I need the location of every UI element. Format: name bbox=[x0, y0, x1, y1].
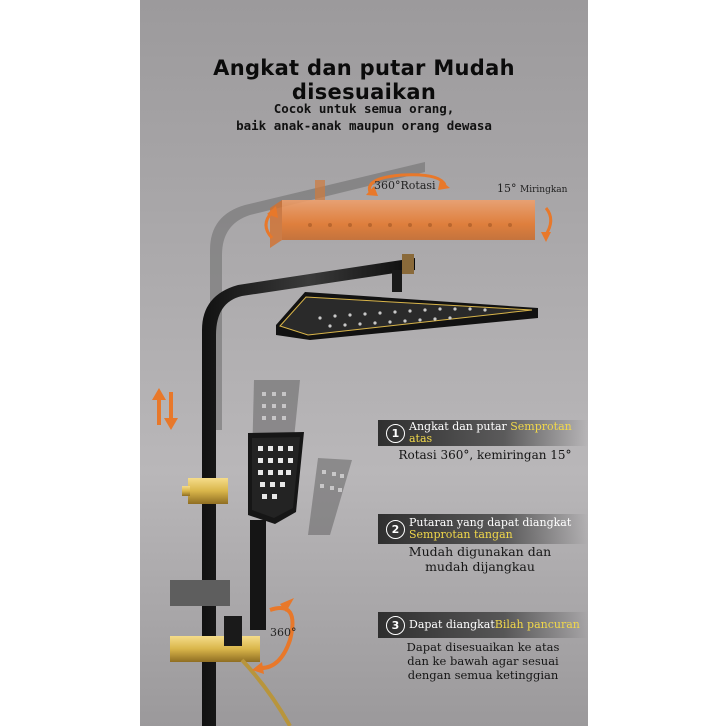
rotation-bottom-label: 360° bbox=[270, 626, 297, 639]
feature-2-desc-line-1: Mudah digunakan dan bbox=[408, 544, 552, 559]
hand-shower bbox=[248, 432, 304, 630]
feature-2-highlight: Semprotan tangan bbox=[409, 528, 513, 541]
feature-2-desc-line-2: mudah dijangkau bbox=[425, 559, 535, 574]
feature-2-banner bbox=[378, 514, 588, 544]
feature-1-title bbox=[409, 421, 588, 445]
product-image-panel bbox=[140, 0, 588, 726]
page-title: Angkat dan putar Mudah disesuaikan bbox=[213, 56, 515, 104]
feature-3-banner bbox=[378, 612, 588, 638]
feature-2-description bbox=[390, 544, 570, 574]
gold-holder bbox=[182, 478, 228, 504]
feature-3-title bbox=[409, 619, 580, 631]
subtitle-line-1: Cocok untuk semua orang, bbox=[273, 101, 455, 116]
shower-head bbox=[276, 292, 538, 340]
tilt-degree-label bbox=[497, 182, 567, 195]
up-down-arrow-icon bbox=[152, 388, 178, 430]
subtitle-line-2: baik anak-anak maupun orang dewasa bbox=[236, 118, 492, 133]
subtitle bbox=[140, 100, 588, 134]
feature-3-desc-line-2: dan ke bawah agar sesuai bbox=[407, 654, 559, 668]
feature-3-desc-line-1: Dapat disesuaikan ke atas bbox=[406, 640, 560, 654]
feature-1-highlight: Semprotan atas bbox=[409, 420, 572, 445]
feature-1-banner bbox=[378, 420, 588, 446]
feature-2-number: 2 bbox=[386, 520, 405, 539]
feature-2-text: Putaran yang dapat diangkat bbox=[409, 516, 572, 529]
feature-1-text: Angkat dan putar bbox=[409, 420, 511, 433]
feature-1-description bbox=[385, 448, 585, 463]
feature-3-description bbox=[388, 640, 578, 682]
tilt-text: Miringkan bbox=[520, 185, 568, 195]
rotation-label: 360°Rotasi bbox=[374, 179, 436, 192]
feature-2-title bbox=[409, 517, 571, 541]
feature-3-desc-line-3: dengan semua ketinggian bbox=[407, 668, 559, 682]
feature-1-number: 1 bbox=[386, 424, 405, 443]
tilt-degree: 15° bbox=[497, 182, 517, 195]
feature-1-desc-line: Rotasi 360°, kemiringan 15° bbox=[398, 448, 572, 462]
feature-3-highlight: Bilah pancuran bbox=[494, 618, 580, 631]
feature-3-text: Dapat diangkat bbox=[409, 618, 495, 631]
feature-3-number: 3 bbox=[386, 616, 405, 635]
mixer-valve bbox=[170, 580, 290, 726]
